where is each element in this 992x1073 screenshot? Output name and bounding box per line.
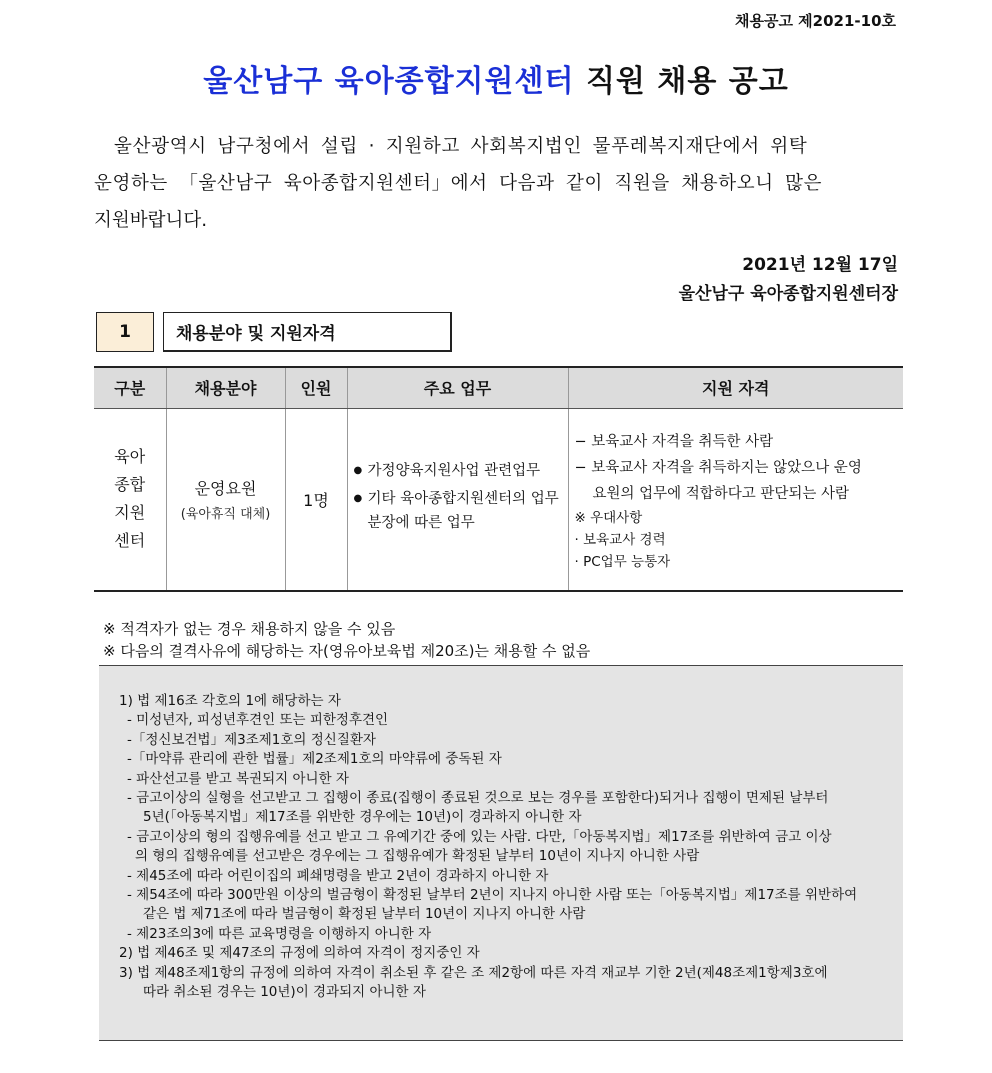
- disqualification-line: 1) 법 제16조 각호의 1에 해당하는 자: [119, 693, 341, 709]
- disqualification-line: - 금고이상의 실형을 선고받고 그 집행이 종료(집행이 종료된 것으로 보는 경우를 포함한다)되거나 집행이 면제된 날부터: [127, 790, 829, 807]
- qualification-item: − 보육교사 자격을 취득한 사람: [574, 434, 774, 451]
- intro-line: 지원바랍니다.: [94, 210, 208, 231]
- disqualification-line: - 제45조에 따라 어린이집의 폐쇄명령을 받고 2년이 경과하지 아니한 자: [127, 867, 549, 884]
- section-number: 1: [96, 312, 154, 352]
- page-title: [0, 56, 992, 100]
- disqualification-line: - 금고이상의 형의 집행유예를 선고 받고 그 유예기간 중에 있는 사람. 다만,「아동복지법」제17조를 위반하여 금고 이상: [127, 828, 832, 845]
- disqualification-line: 3) 법 제48조제1항의 규정에 의하여 자격이 취소된 후 같은 조 제2항에 따른 자격 재교부 기한 2년(제48조제1항제3호에: [119, 964, 828, 981]
- preference-heading: ※ 우대사항: [574, 510, 643, 527]
- section-title: 채용분야 및 지원자격: [163, 312, 452, 352]
- cell-duties: [347, 408, 568, 591]
- intro-line: 운영하는 「울산남구 육아종합지원센터」에서 다음과 같이 직원을 채용하오니 많은: [94, 173, 823, 194]
- duty-item: ● 기타 육아종합지원센터의 업무분장에 따른 업무: [354, 487, 568, 535]
- field-name: 운영요원: [194, 479, 257, 499]
- recruitment-table: [94, 366, 903, 592]
- cell-division: 육아 종합 지원 센터: [94, 408, 166, 591]
- disqualification-line: - 파산선고를 받고 복권되지 아니한 자: [127, 770, 349, 787]
- header-division: 구분: [94, 367, 166, 408]
- disqualification-box: [99, 665, 903, 1041]
- table-row: [94, 408, 903, 591]
- disqualification-line: 5년(「아동복지법」제17조를 위반한 경우에는 10년)이 경과하지 아니한 자: [143, 809, 582, 826]
- title-center-name: 울산남구 육아종합지원센터: [203, 64, 575, 99]
- header-duties: 주요 업무: [347, 367, 568, 408]
- note-line: ※ 다음의 결격사유에 해당하는 자(영유아보육법 제20조)는 채용할 수 없음: [103, 642, 591, 660]
- duty-item: ● 가정양육지원사업 관련업무: [354, 459, 568, 483]
- preference-item: · 보육교사 경력: [574, 532, 666, 549]
- header-count: 인원: [285, 367, 347, 408]
- intro-paragraph: [94, 128, 902, 239]
- cell-qualifications: [568, 408, 903, 591]
- preference-item: · PC업무 능통자: [574, 554, 671, 571]
- disqualification-line: 2) 법 제46조 및 제47조의 규정에 의하여 자격이 정지중인 자: [119, 945, 480, 962]
- disqualification-line: - 제23조의3에 따른 교육명령을 이행하지 아니한 자: [127, 925, 432, 942]
- disqualification-line: - 미성년자, 피성년후견인 또는 피한정후견인: [127, 712, 389, 729]
- qualification-item: 요원의 업무에 적합하다고 판단되는 사람: [592, 486, 850, 503]
- disqualification-line: 의 형의 집행유예를 선고받은 경우에는 그 집행유예가 확정된 날부터 10년이 지나지 아니한 사람: [135, 848, 700, 865]
- header-qualifications: 지원 자격: [568, 367, 903, 408]
- field-note: (육아휴직 대체): [180, 507, 271, 523]
- notice-number: 채용공고 제2021-10호: [734, 12, 896, 30]
- issuer: 울산남구 육아종합지원센터장: [678, 284, 898, 304]
- disqualification-line: 같은 법 제71조에 따라 벌금형이 확정된 날부터 10년이 지나지 아니한 사람: [143, 906, 586, 923]
- intro-line: 울산광역시 남구청에서 설립 · 지원하고 사회복지법인 물푸레복지재단에서 위탁: [114, 136, 808, 157]
- note-line: ※ 적격자가 없는 경우 채용하지 않을 수 있음: [103, 620, 396, 638]
- qualification-item: − 보육교사 자격을 취득하지는 않았으나 운영: [574, 460, 862, 477]
- cell-count: 1명: [285, 408, 347, 591]
- notes: [103, 618, 590, 662]
- disqualification-line: -「정신보건법」제3조제1호의 정신질환자: [127, 731, 376, 748]
- disqualification-line: -「마약류 관리에 관한 법률」제2조제1호의 마약류에 중독된 자: [127, 751, 502, 768]
- disqualification-line: - 제54조에 따라 300만원 이상의 벌금형이 확정된 날부터 2년이 지나지 아니한 사람 또는「아동복지법」제17조를 위반하여: [127, 887, 858, 904]
- cell-field: [166, 408, 285, 591]
- notice-date: 2021년 12월 17일: [742, 255, 898, 275]
- title-recruitment: 직원 채용 공고: [585, 64, 789, 99]
- disqualification-line: 따라 취소된 경우는 10년)이 경과되지 아니한 자: [143, 984, 426, 1001]
- header-field: 채용분야: [166, 367, 285, 408]
- table-header-row: [94, 367, 903, 408]
